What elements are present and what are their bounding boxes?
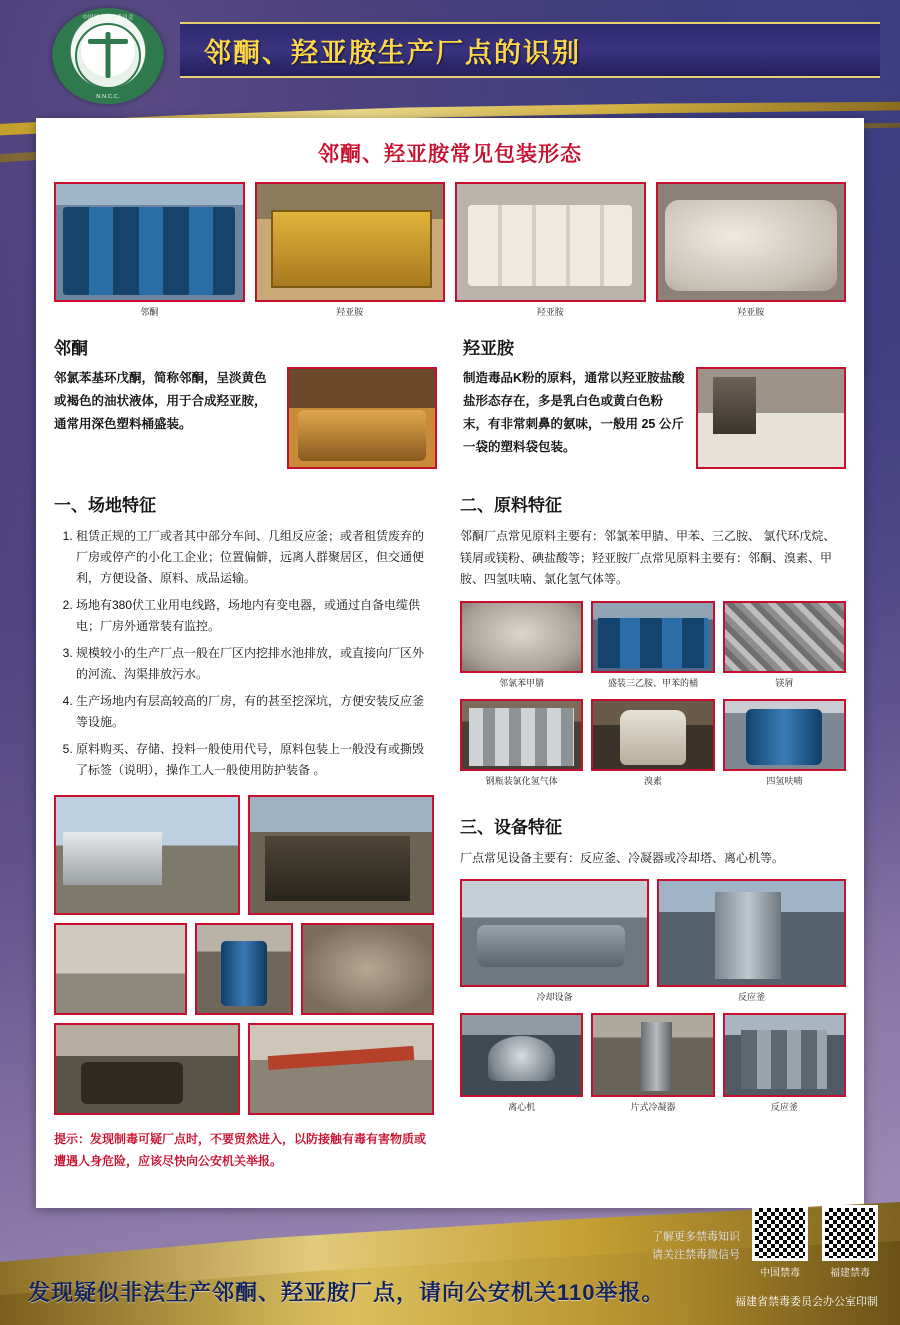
- emblem-top-text: 中国国家禁毒委员会: [82, 15, 134, 21]
- material-photo-cell: [591, 601, 714, 689]
- title-bar: [180, 22, 880, 78]
- packaging-caption: 羟亚胺: [536, 307, 564, 317]
- imprint-text: 福建省禁毒委员会办公室印制: [735, 1296, 878, 1308]
- material-photo-thf: [723, 699, 846, 771]
- packaging-caption: 羟亚胺: [737, 307, 765, 317]
- intro-title-linketone: 邻酮: [54, 339, 88, 358]
- equipment-description: 厂点常见设备主要有：反应釜、冷凝器或冷却塔、离心机等。: [460, 850, 785, 865]
- equipment-photo-cell: [657, 879, 846, 1003]
- equipment-photo-condenser: [591, 1013, 714, 1097]
- site-photo-barrel: [195, 923, 293, 1015]
- list-item: 4. 生产场地内有层高较高的厂房，有的甚至挖深坑，方便安装反应釜等设施。: [76, 691, 434, 733]
- poster-footer: [0, 1205, 900, 1325]
- follow-line-1: 了解更多禁毒知识: [652, 1230, 740, 1243]
- site-photo-tools: [301, 923, 434, 1015]
- packaging-photo-hydroxyimine-sack: [656, 182, 847, 302]
- column-material-equipment: [460, 491, 846, 1172]
- main-columns: [54, 491, 846, 1172]
- material-caption: 溴素: [643, 775, 662, 786]
- site-photo-pit: [54, 1023, 240, 1115]
- equipment-photo-reactor: [657, 879, 846, 987]
- equipment-caption: 反应釜: [737, 992, 765, 1003]
- packaging-photo-hydroxyimine-bags: [455, 182, 646, 302]
- follow-line-2: 请关注禁毒微信号: [652, 1249, 740, 1262]
- material-photo-cell: [723, 699, 846, 787]
- site-photo-room: [54, 923, 187, 1015]
- intro-photo-hydroxyimine: [696, 367, 846, 469]
- packaging-caption: 邻酮: [140, 307, 159, 317]
- site-feature-list: [58, 526, 434, 781]
- equipment-photo-cell: [591, 1013, 714, 1113]
- equipment-photo-reactor-2: [723, 1013, 846, 1097]
- follow-wechat-text: [652, 1228, 740, 1265]
- qr-label: 中国禁毒: [760, 1268, 800, 1279]
- site-photo-grid: [54, 795, 434, 1115]
- equipment-caption: 片式冷凝器: [630, 1102, 676, 1113]
- site-photo-row: [54, 1023, 434, 1115]
- heading-site-features: 一、场地特征: [54, 496, 156, 515]
- site-photo-row: [54, 923, 434, 1015]
- narcotics-commission-emblem: [52, 8, 164, 104]
- material-photo-cell: [591, 699, 714, 787]
- heading-equipment-features: 三、设备特征: [460, 817, 562, 837]
- equipment-photo-row-2: [460, 1013, 846, 1113]
- material-photo-bromine: [591, 699, 714, 771]
- footer-slogan: 发现疑似非法生产邻酮、羟亚胺厂点，请向公安机关110举报。: [28, 1280, 665, 1305]
- site-photo-yard: [248, 795, 434, 915]
- column-site-features: [54, 491, 434, 1172]
- qr-item-fujian: [822, 1205, 878, 1279]
- intro-column-linketone: [54, 334, 437, 469]
- intro-body-linketone: [54, 367, 437, 469]
- poster-header: [0, 0, 900, 110]
- packaging-photo-hydroxyimine-box: [255, 182, 446, 302]
- equipment-photo-centrifuge: [460, 1013, 583, 1097]
- packaging-photo-row: [54, 182, 846, 318]
- material-photo-magnesium: [723, 601, 846, 673]
- equipment-photo-row-1: [460, 879, 846, 1003]
- equipment-photo-cell: [460, 1013, 583, 1113]
- equipment-caption: 反应釜: [770, 1102, 798, 1113]
- emblem-bottom-text: N.N.C.C.: [96, 94, 120, 100]
- intro-text-linketone: 邻氯苯基环戊酮，简称邻酮，呈淡黄色或褐色的油状液体，用于合成羟亚胺，通常用深色塑料桶盛装。: [54, 371, 267, 432]
- packaging-photo-cell: [255, 182, 446, 318]
- page-title: 邻酮、羟亚胺生产厂点的识别: [204, 37, 581, 68]
- qr-label: 福建禁毒: [830, 1268, 870, 1279]
- equipment-photo-cell: [460, 879, 649, 1003]
- material-photo-cell: [723, 601, 846, 689]
- material-photo-cell: [460, 699, 583, 787]
- qr-code-group: [752, 1205, 878, 1279]
- material-photo-cylinders: [460, 699, 583, 771]
- qr-code-icon[interactable]: [752, 1205, 808, 1261]
- intro-title-hydroxyimine: 羟亚胺: [463, 339, 514, 358]
- material-photo-nitrile: [460, 601, 583, 673]
- packaging-caption: 羟亚胺: [336, 307, 364, 317]
- packaging-photo-linketone: [54, 182, 245, 302]
- material-caption: 镁屑: [775, 677, 794, 688]
- material-photo-row-2: [460, 699, 846, 787]
- material-caption: 钢瓶装氯化氢气体: [485, 775, 558, 786]
- equipment-photo-cell: [723, 1013, 846, 1113]
- substance-intro-row: [54, 334, 846, 469]
- list-item: 5. 原料购买、存储、投料一般使用代号，原料包装上一般没有或撕毁了标签（说明），操作工人一般使用防护装备 。: [76, 739, 434, 781]
- material-photo-cell: [460, 601, 583, 689]
- material-caption: 邻氯苯甲腈: [499, 677, 545, 688]
- equipment-photo-cooling: [460, 879, 649, 987]
- list-item: 3. 规模较小的生产厂点一般在厂区内挖排水池排放，或直接向厂区外的河流、沟渠排放污水。: [76, 643, 434, 685]
- packaging-photo-cell: [455, 182, 646, 318]
- packaging-photo-cell: [54, 182, 245, 318]
- packaging-section-title: 邻酮、羟亚胺常见包装形态: [318, 143, 582, 166]
- qr-item-china: [752, 1205, 808, 1279]
- material-photo-row-1: [460, 601, 846, 689]
- intro-photo-linketone: [287, 367, 437, 469]
- equipment-caption: 离心机: [508, 1102, 536, 1113]
- intro-text-hydroxyimine: 制造毒品K粉的原料，通常以羟亚胺盐酸盐形态存在，多是乳白色或黄白色粉末，有非常刺鼻的氨味，一般用 25 公斤一袋的塑料袋包装。: [463, 371, 685, 455]
- emblem-ring-text: [52, 8, 164, 104]
- material-photo-drums: [591, 601, 714, 673]
- equipment-caption: 冷却设备: [536, 992, 573, 1003]
- content-card: [36, 118, 864, 1208]
- site-photo-pipes: [248, 1023, 434, 1115]
- material-caption: 四氢呋喃: [766, 775, 803, 786]
- packaging-photo-cell: [656, 182, 847, 318]
- material-caption: 盛装三乙胺、甲苯的桶: [607, 677, 698, 688]
- intro-body-hydroxyimine: [463, 367, 846, 469]
- site-photo-row: [54, 795, 434, 915]
- site-photo-factory: [54, 795, 240, 915]
- intro-column-hydroxyimine: [463, 334, 846, 469]
- material-description: 邻酮厂点常见原料主要有：邻氯苯甲腈、甲苯、三乙胺、 氯代环戊烷、镁屑或镁粉、碘盐酸等；羟亚胺厂点常见原料主要有：邻酮、溴素、甲胺、四氢呋喃、氯化氢气体等。: [460, 529, 836, 587]
- warning-tip-text: 提示：发现制毒可疑厂点时，不要贸然进入，以防接触有毒有害物质或遭遇人身危险，应该尽快向公安机关举报。: [54, 1132, 427, 1168]
- list-item: 2. 场地有380伏工业用电线路，场地内有变电器，或通过自备电缆供电；厂房外通常装有监控。: [76, 595, 434, 637]
- list-item: 1. 租赁正规的工厂或者其中部分车间、几组反应釜；或者租赁废弃的厂房或停产的小化工企业；位置偏僻，远离人群聚居区，但交通便利，方便设备、原料、成品运输。: [76, 526, 434, 589]
- qr-code-icon[interactable]: [822, 1205, 878, 1261]
- heading-material-features: 二、原料特征: [460, 496, 562, 515]
